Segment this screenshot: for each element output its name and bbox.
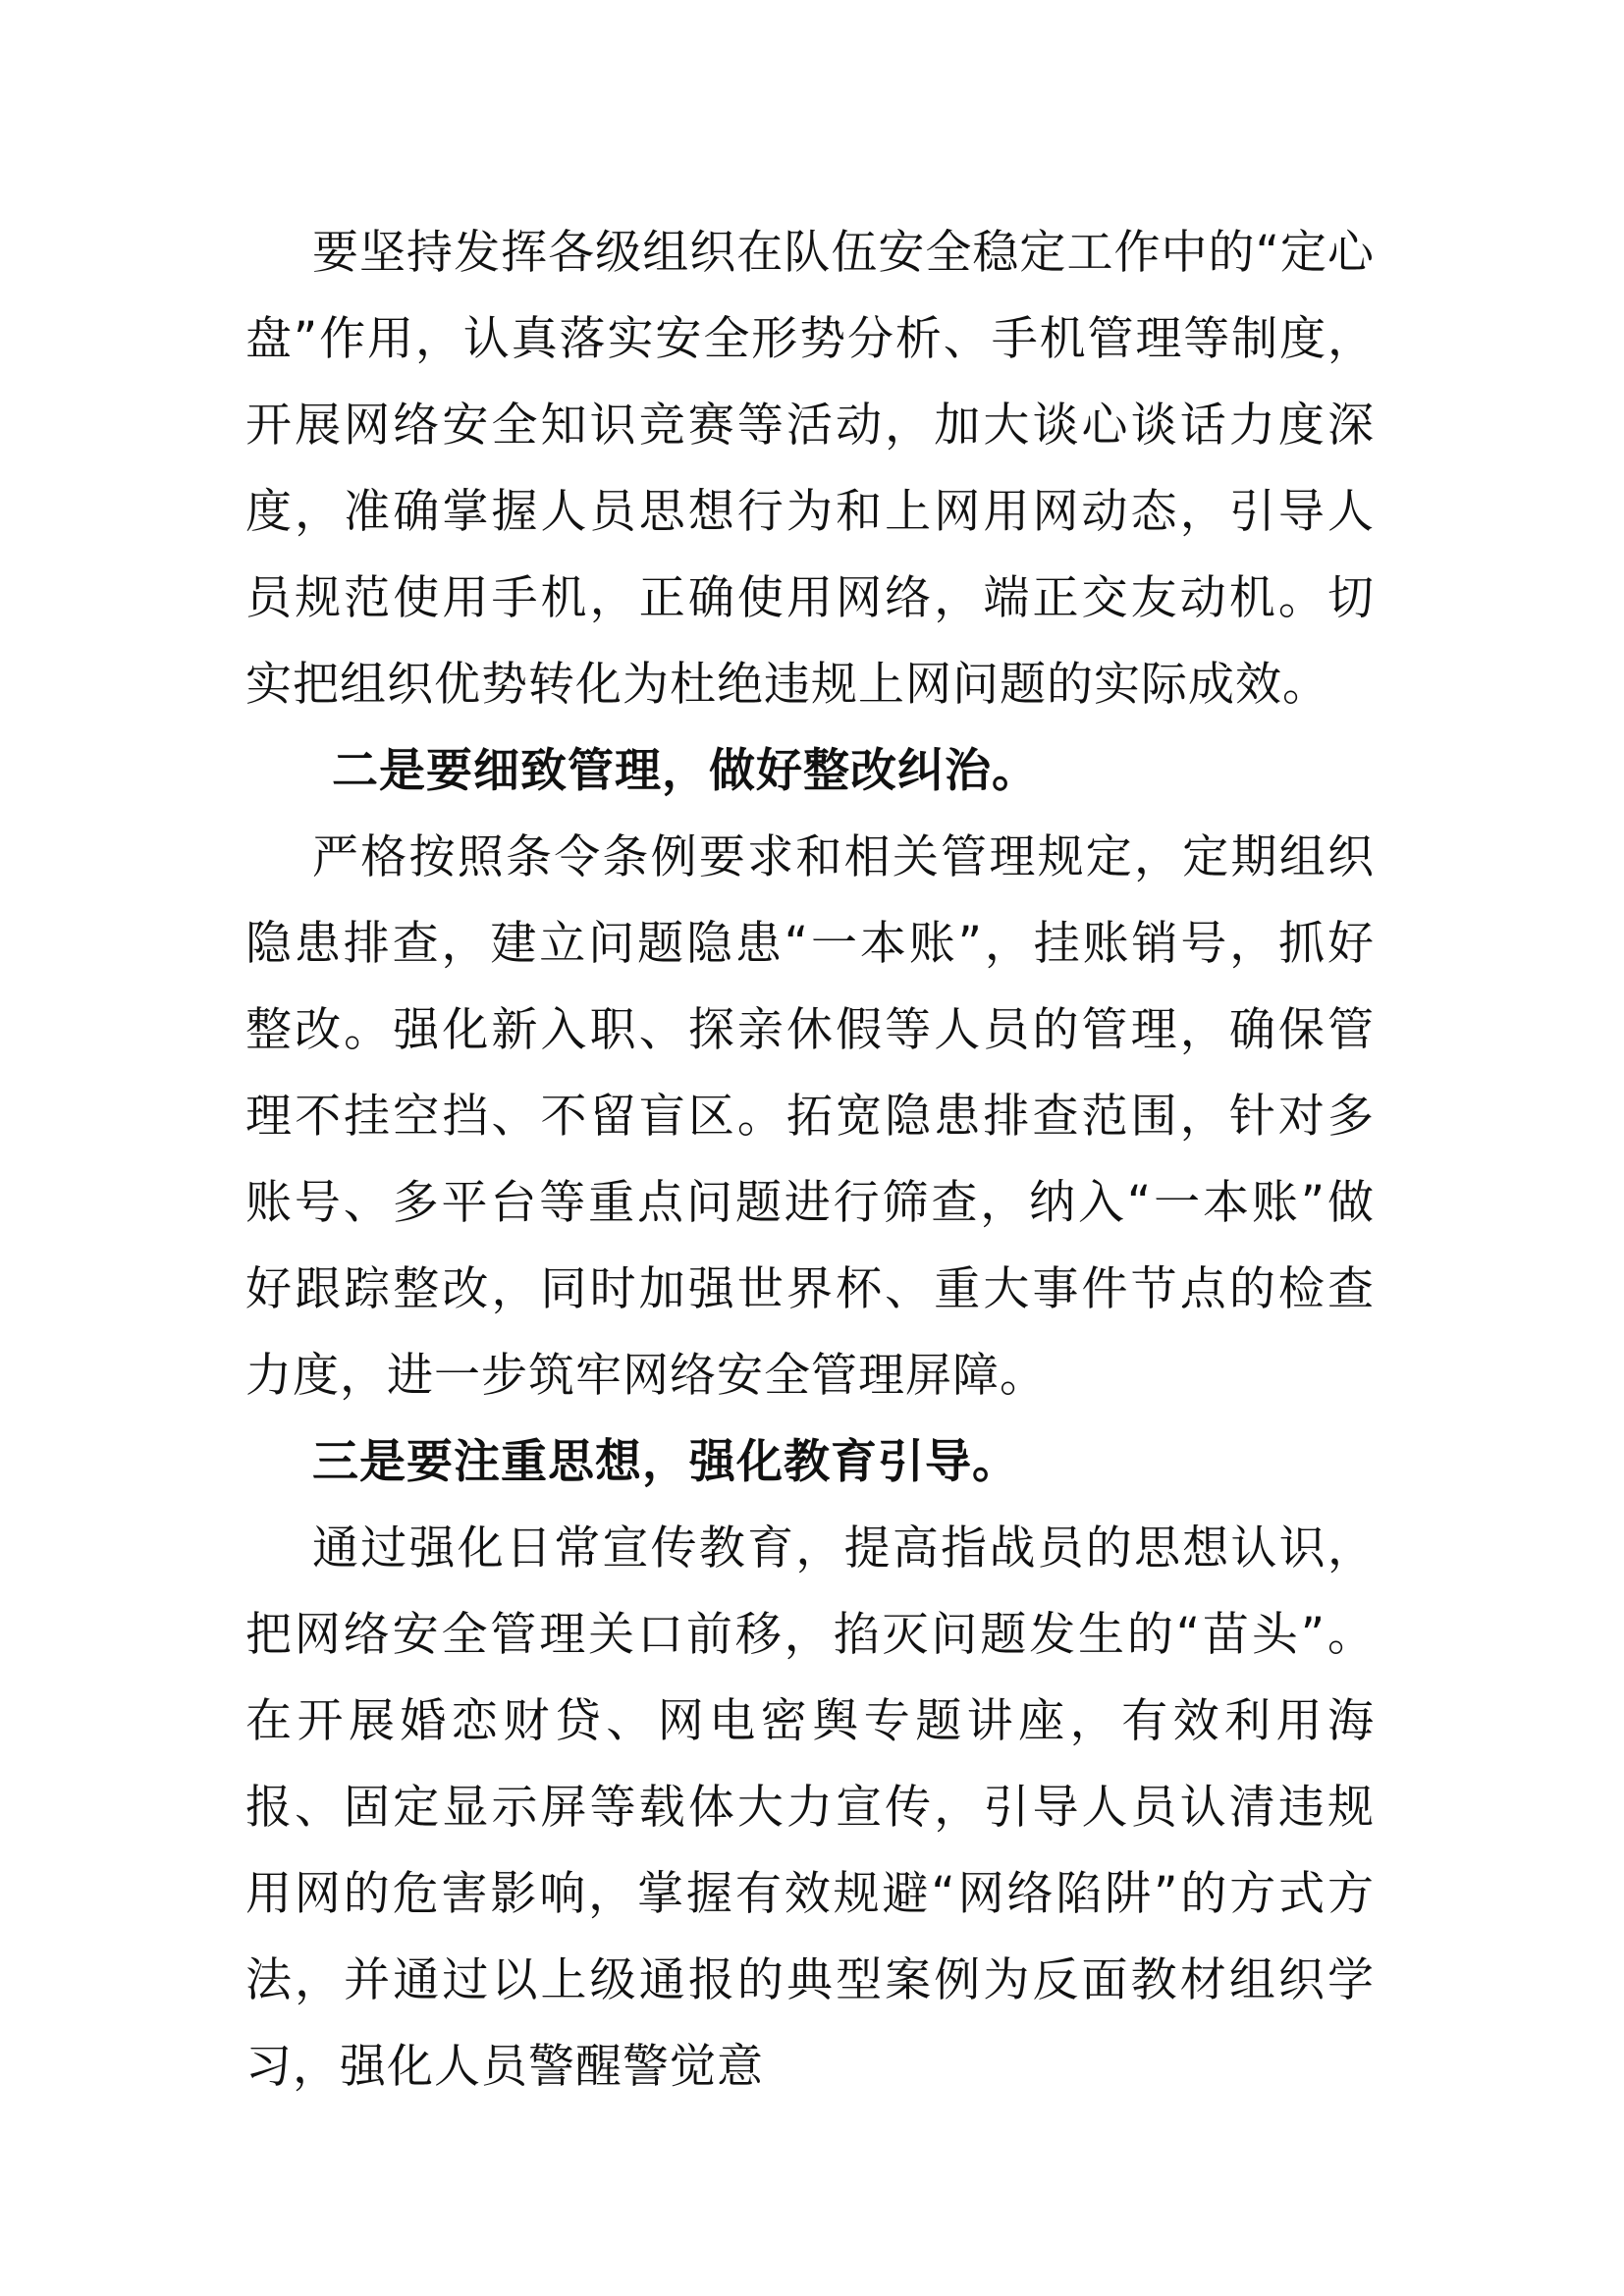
paragraph-education-guidance: 通过强化日常宣传教育，提高指战员的思想认识，把网络安全管理关口前移，掐灭问题发生的“苗头”。在开展婚恋财贷、网电密舆专题讲座，有效利用海报、固定显示屏等载体大力宣传，引导人员认清违规用网的危害影响，掌握有效规避“网络陷阱”的方式方法，并通过以上级通报的典型案例为反面教材组织学习，强化人员警醒警觉意 — [245, 1522, 1375, 2094]
document-body — [245, 210, 1375, 2110]
paragraph-rectification: 严格按照条令条例要求和相关管理规定，定期组织隐患排查，建立问题隐患“一本账”，挂账销号，抓好整改。强化新入职、探亲休假等人员的管理，确保管理不挂空挡、不留盲区。拓宽隐患排查范围，针对多账号、多平台等重点问题进行筛查，纳入“一本账”做好跟踪整改，同时加强世界杯、重大事件节点的检查力度，进一步筑牢网络安全管理屏障。 — [245, 830, 1375, 1403]
paragraph-organization-role: 要坚持发挥各级组织在队伍安全稳定工作中的“定心盘”作用，认真落实安全形势分析、手机管理等制度，开展网络安全知识竞赛等活动，加大谈心谈话力度深度，准确掌握人员思想行为和上网用网动态，引导人员规范使用手机，正确使用网络，端正交友动机。切实把组织优势转化为杜绝违规上网问题的实际成效。 — [245, 226, 1375, 712]
heading-ideological-education: 三是要注重思想，强化教育引导。 — [312, 1435, 1019, 1489]
heading-detailed-management: 二是要细致管理，做好整改纠治。 — [332, 744, 1039, 798]
